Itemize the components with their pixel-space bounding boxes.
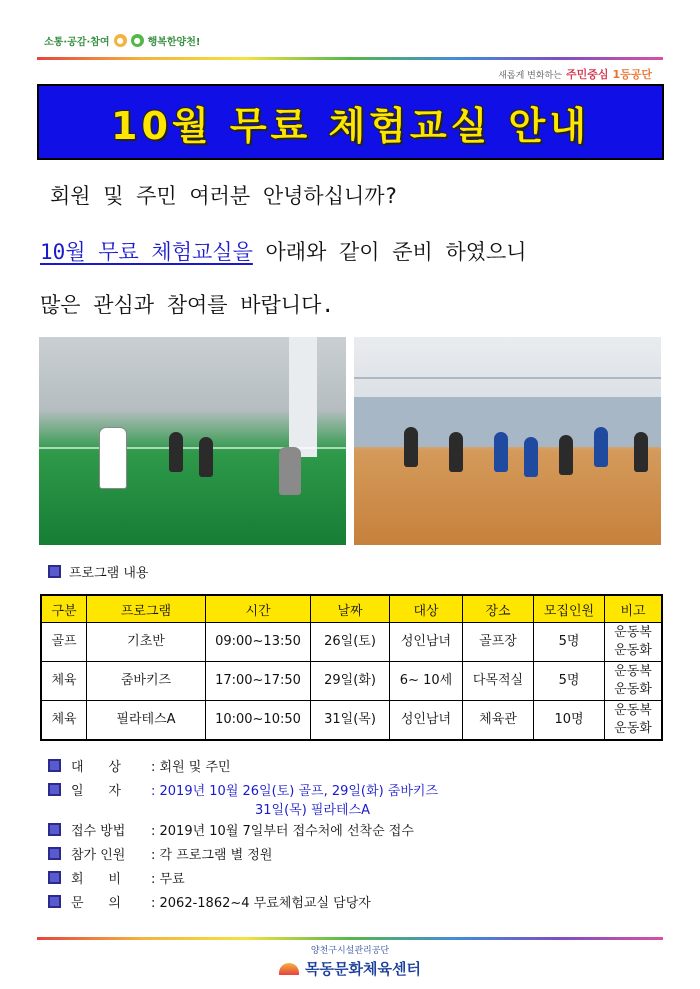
table-header-row: [41, 595, 662, 623]
slogan-right-small: 새롭게 변화하는: [498, 70, 562, 81]
table-cell: 기초반: [87, 623, 206, 662]
golfer-figure: [279, 447, 301, 495]
table-cell: 골프장: [463, 623, 534, 662]
info-key: 대 상: [71, 760, 121, 775]
info-value: : 무료: [151, 872, 185, 887]
info-key: 문 의: [71, 896, 121, 911]
dancer-figure: [494, 432, 508, 472]
dancer-figure: [449, 432, 463, 472]
table-cell: 체육: [41, 701, 87, 741]
table-cell: 5명: [534, 623, 605, 662]
golfer-figure: [199, 437, 213, 477]
table-cell: 운동복 운동화: [605, 701, 663, 741]
table-cell: 운동복 운동화: [605, 662, 663, 701]
golf-photo: [39, 337, 346, 545]
table-cell: 10:00~10:50: [206, 701, 311, 741]
info-key: 일 자: [71, 784, 121, 799]
golfer-figure: [169, 432, 183, 472]
top-rainbow-divider: [37, 57, 663, 60]
info-value: : 회원 및 주민: [151, 760, 231, 775]
bullet-square-icon: [48, 895, 61, 908]
table-cell: 10명: [534, 701, 605, 741]
bullet-square-icon: [48, 823, 61, 836]
info-row-apply: [48, 820, 438, 844]
slogan-right-mark: 1등공단: [612, 68, 652, 81]
table-cell: 골프: [41, 623, 87, 662]
table-cell: 성인남녀: [390, 623, 463, 662]
footer-center: 목동문화체육센터: [305, 960, 421, 978]
info-key: 접수 방법: [71, 824, 126, 839]
table-cell: 31일(목): [311, 701, 390, 741]
bullet-square-icon: [48, 783, 61, 796]
section-label-text: 프로그램 내용: [69, 566, 149, 581]
table-header: 장소: [463, 595, 534, 623]
table-cell: 다목적실: [463, 662, 534, 701]
range-line: [39, 447, 346, 449]
slogan-left: [44, 33, 200, 48]
table-cell: 29일(화): [311, 662, 390, 701]
slogan-right: [498, 66, 652, 82]
info-value: : 2019년 10월 7일부터 접수처에 선착순 접수: [151, 824, 414, 839]
bullet-square-icon: [48, 565, 61, 578]
bullet-square-icon: [48, 759, 61, 772]
program-table: [40, 594, 663, 741]
table-header: 모집인원: [534, 595, 605, 623]
info-value: [151, 780, 438, 818]
table-cell: 6~ 10세: [390, 662, 463, 701]
table-row: [41, 623, 662, 662]
info-row-target: [48, 756, 438, 780]
footer-org: 양천구시설관리공단: [310, 946, 390, 956]
slogan-left-suffix: 행복한양천!: [147, 37, 201, 48]
slogan-badge-icon: ●: [131, 34, 144, 47]
table-header: 대상: [390, 595, 463, 623]
intro-line-3: 많은 관심과 참여를 바랍니다.: [40, 293, 335, 317]
table-cell: 필라테스A: [87, 701, 206, 741]
intro-highlight: 10월 무료 체험교실을: [40, 240, 253, 264]
page-title: 10월 무료 체험교실 안내: [111, 103, 590, 148]
date-line-2: 31일(목) 필라테스A: [255, 803, 371, 818]
table-header: 시간: [206, 595, 311, 623]
dancer-figure: [594, 427, 608, 467]
info-value: : 각 프로그램 별 정원: [151, 848, 273, 863]
table-header: 비고: [605, 595, 663, 623]
table-cell: 5명: [534, 662, 605, 701]
program-section-label: [48, 562, 148, 581]
slogan-left-prefix: 소통·공감·참여: [44, 37, 110, 48]
ceiling-line: [354, 377, 661, 379]
footer: [0, 943, 700, 979]
pillar-shape: [289, 337, 317, 457]
table-cell: 체육: [41, 662, 87, 701]
table-header: 구분: [41, 595, 87, 623]
sunrise-logo-icon: [279, 963, 299, 975]
info-value: : 2062-1862~4 무료체험교실 담당자: [151, 896, 371, 911]
info-row-contact: [48, 892, 438, 916]
info-key: 회 비: [71, 872, 121, 887]
golfer-figure: [99, 427, 127, 489]
info-list: [48, 756, 438, 916]
dancer-figure: [524, 437, 538, 477]
table-cell: 09:00~13:50: [206, 623, 311, 662]
dancer-figure: [404, 427, 418, 467]
table-cell: 성인남녀: [390, 701, 463, 741]
table-cell: 체육관: [463, 701, 534, 741]
table-cell: 17:00~17:50: [206, 662, 311, 701]
table-cell: 운동복 운동화: [605, 623, 663, 662]
dancer-figure: [559, 435, 573, 475]
dance-class-photo: [354, 337, 661, 545]
slogan-badge-icon: ●: [114, 34, 127, 47]
slogan-right-strong: 주민중심: [565, 68, 609, 81]
table-row: [41, 662, 662, 701]
dancer-figure: [634, 432, 648, 472]
table-header: 프로그램: [87, 595, 206, 623]
intro-line-1: 회원 및 주민 여러분 안녕하십니까?: [50, 184, 398, 208]
info-row-date: [48, 780, 438, 820]
table-header: 날짜: [311, 595, 390, 623]
bullet-square-icon: [48, 847, 61, 860]
bottom-rainbow-divider: [37, 937, 663, 940]
footer-center-row: [0, 958, 700, 979]
date-line-1: : 2019년 10월 26일(토) 골프, 29일(화) 줌바키즈: [151, 784, 438, 799]
info-row-capacity: [48, 844, 438, 868]
bullet-square-icon: [48, 871, 61, 884]
table-cell: 26일(토): [311, 623, 390, 662]
table-row: [41, 701, 662, 741]
info-key: 참가 인원: [71, 848, 126, 863]
intro-line-2-rest: 아래와 같이 준비 하였으니: [252, 240, 527, 264]
table-cell: 줌바키즈: [87, 662, 206, 701]
intro-line-2: [40, 236, 527, 266]
title-banner: [37, 84, 664, 160]
info-row-fee: [48, 868, 438, 892]
